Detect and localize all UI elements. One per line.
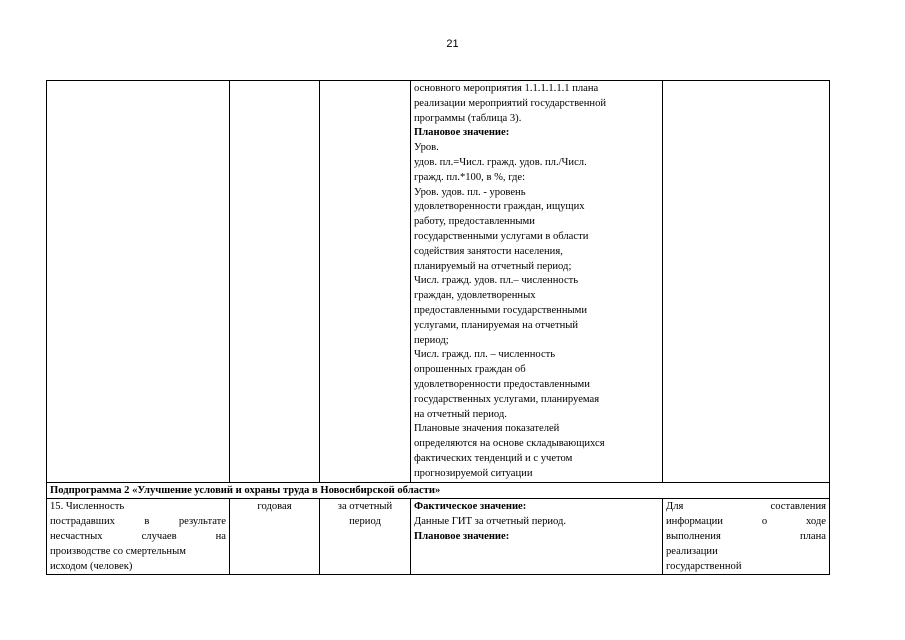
word: в — [144, 516, 150, 528]
text-line: опрошенных граждан об — [414, 364, 526, 376]
cell-indicator-name — [47, 81, 230, 483]
text-line — [50, 560, 226, 575]
word: несчастных — [50, 530, 103, 542]
text-line: Числ. гражд. удов. пл.– численность — [414, 275, 579, 287]
word: информации — [666, 516, 723, 528]
word: на — [215, 530, 226, 542]
word: 15. Численность — [50, 501, 125, 513]
word: государственной — [666, 560, 742, 572]
text-line: фактических тенденций и с учетом — [414, 452, 573, 464]
text-line: прогнозируемой ситуации — [414, 467, 533, 479]
word: Для — [666, 501, 684, 513]
text-line: реализации мероприятий государственной — [414, 97, 607, 109]
field-heading: Фактическое значение: — [414, 501, 527, 513]
text-line: государственными услугами в области — [414, 230, 589, 242]
text-line — [666, 560, 826, 575]
text-line: определяются на основе складывающихся — [414, 438, 605, 450]
text-line: Плановые значения показателей — [414, 423, 560, 435]
text-line: программы (таблица 3). — [414, 112, 522, 124]
text-line — [666, 545, 826, 560]
cell-calculation-method — [411, 81, 663, 483]
text-line: услугами, планируемая на отчетный — [414, 319, 579, 331]
table-row-indicator-15 — [47, 499, 830, 575]
text-line: удовлетворенности предоставленными — [414, 378, 590, 390]
text-line: период; — [414, 334, 449, 346]
text-line: Данные ГИТ за отчетный период. — [414, 516, 567, 528]
text-line: содействия занятости населения, — [414, 245, 563, 257]
text-line: планируемый на отчетный период; — [414, 260, 572, 272]
word: исходом (человек) — [50, 560, 133, 572]
cell-data-source — [663, 499, 830, 575]
subprogram-title: Подпрограмма 2 «Улучшение условий и охраны труда в Новосибирской области» — [47, 482, 830, 499]
text-line: Числ. гражд. пл. – численность — [414, 349, 556, 361]
text-line — [666, 530, 826, 545]
text-line: период — [349, 516, 381, 528]
cell-periodicity — [230, 81, 320, 483]
table-row-subprogram-header — [47, 482, 830, 499]
text-line — [50, 500, 226, 515]
word: результате — [178, 516, 226, 528]
text-line: работу, предоставленными — [414, 216, 535, 228]
cell-data-source — [663, 81, 830, 483]
word: выполнения — [666, 530, 721, 542]
text-line: основного мероприятия 1.1.1.1.1.1 плана — [414, 83, 599, 94]
text-line — [666, 500, 826, 515]
cell-calculation-method — [411, 499, 663, 575]
word: случаев — [141, 530, 177, 542]
word: о — [761, 516, 768, 528]
text-line — [666, 515, 826, 530]
text-line: удовлетворенности граждан, ищущих — [414, 201, 585, 213]
text-line — [50, 530, 226, 545]
text-line: за отчетный — [337, 501, 393, 513]
text-line: предоставленными государственными — [414, 304, 587, 316]
text-line: на отчетный период. — [414, 408, 507, 420]
table-row-method-continuation — [47, 81, 830, 483]
field-heading: Плановое значение: — [414, 127, 510, 139]
text-line: удов. пл.=Числ. гражд. удов. пл./Числ. — [414, 156, 587, 168]
text-line — [50, 515, 226, 530]
text-line: граждан, удовлетворенных — [414, 290, 536, 302]
text-line: Уров. — [414, 142, 439, 154]
text-line: гражд. пл.*100, в %, где: — [414, 171, 526, 183]
cell-period — [320, 81, 411, 483]
field-heading: Плановое значение: — [414, 530, 510, 542]
word: производстве со смертельным — [50, 545, 186, 557]
text-line — [50, 545, 226, 560]
page-number: 21 — [446, 38, 459, 50]
word: пострадавших — [50, 516, 115, 528]
word: ходе — [806, 516, 826, 528]
word: составления — [770, 501, 826, 513]
cell-indicator-name — [47, 499, 230, 575]
word: плана — [799, 530, 826, 542]
text-line: Уров. удов. пл. - уровень — [414, 186, 526, 198]
cell-period — [320, 499, 411, 575]
text-line: государственных услугами, планируемая — [414, 393, 600, 405]
word: реализации — [666, 545, 718, 557]
indicators-table — [46, 80, 830, 575]
cell-periodicity: годовая — [230, 499, 320, 575]
